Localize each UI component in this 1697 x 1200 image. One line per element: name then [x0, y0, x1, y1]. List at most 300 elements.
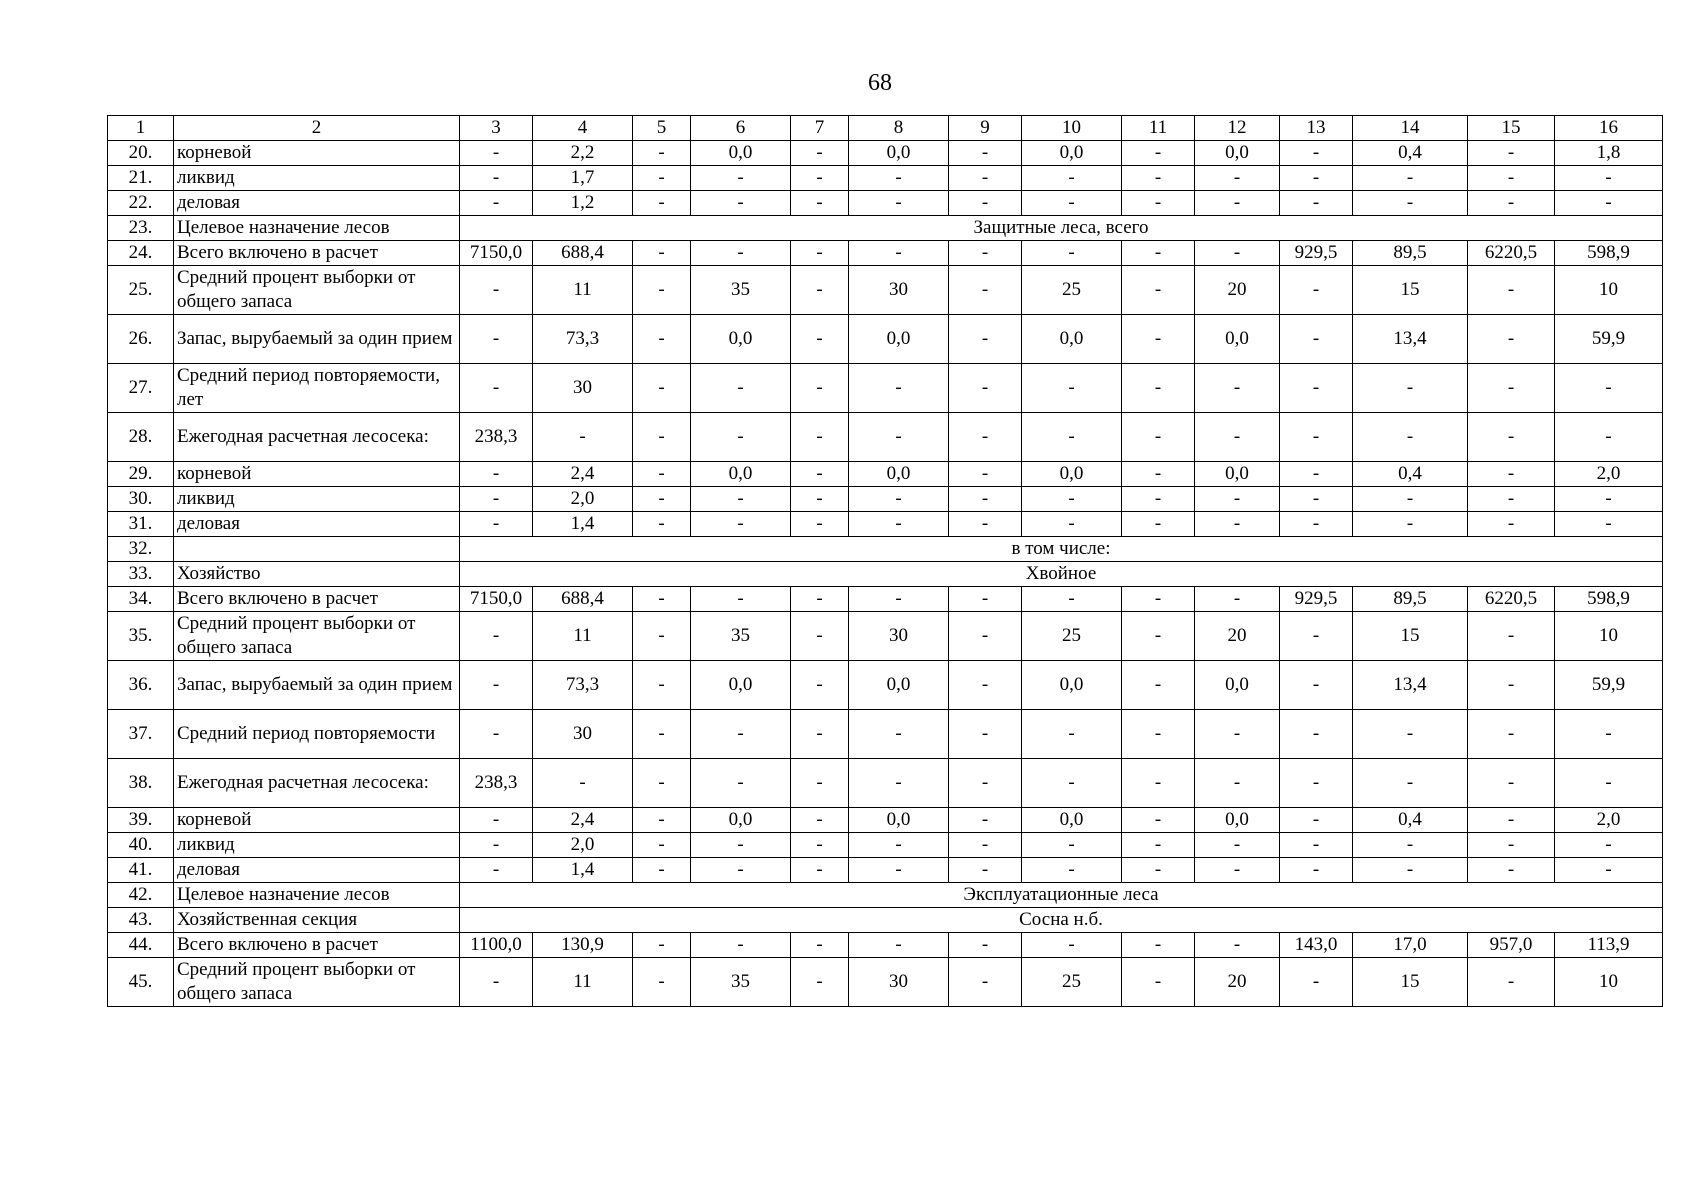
table-row	[108, 166, 1663, 191]
table-cell: -	[1195, 512, 1280, 537]
table-cell: 2,2	[533, 141, 633, 166]
table-cell: -	[1468, 166, 1555, 191]
table-cell: -	[1353, 512, 1468, 537]
table-cell: -	[633, 241, 691, 266]
table-row	[108, 612, 1663, 661]
table-cell: -	[460, 661, 533, 710]
header-cell: 2	[174, 116, 460, 141]
table-row	[108, 833, 1663, 858]
table-row	[108, 808, 1663, 833]
table-cell: -	[1468, 487, 1555, 512]
table-cell: 2,0	[1555, 808, 1663, 833]
table-cell: -	[1195, 166, 1280, 191]
row-number: 37.	[108, 710, 174, 759]
table-cell: -	[1122, 413, 1195, 462]
table-cell: -	[791, 512, 849, 537]
table-cell: -	[1468, 661, 1555, 710]
table-cell: 0,0	[1022, 661, 1122, 710]
table-cell: -	[1122, 958, 1195, 1007]
table-cell: -	[791, 710, 849, 759]
table-cell: -	[460, 191, 533, 216]
row-number: 24.	[108, 241, 174, 266]
table-cell: -	[791, 462, 849, 487]
table-cell: -	[849, 487, 949, 512]
row-label: Средний период повторяемости	[174, 710, 460, 759]
row-number: 44.	[108, 933, 174, 958]
header-cell: 11	[1122, 116, 1195, 141]
table-cell: -	[460, 612, 533, 661]
table-cell: -	[633, 141, 691, 166]
table-cell: 35	[691, 266, 791, 315]
table-cell: -	[691, 858, 791, 883]
table-cell: -	[1280, 710, 1353, 759]
table-row	[108, 364, 1663, 413]
table-cell: -	[849, 364, 949, 413]
row-label: ликвид	[174, 833, 460, 858]
row-number: 40.	[108, 833, 174, 858]
table-cell: -	[949, 933, 1022, 958]
row-number: 35.	[108, 612, 174, 661]
table-cell: 10	[1555, 612, 1663, 661]
header-cell: 4	[533, 116, 633, 141]
table-cell: -	[1122, 487, 1195, 512]
table-cell: 1,4	[533, 858, 633, 883]
table-cell: -	[1555, 833, 1663, 858]
table-cell: -	[1353, 833, 1468, 858]
row-number: 27.	[108, 364, 174, 413]
row-label: ликвид	[174, 487, 460, 512]
table-cell: -	[949, 364, 1022, 413]
table-cell: -	[1280, 191, 1353, 216]
table-cell: -	[1195, 413, 1280, 462]
table-cell: -	[1022, 241, 1122, 266]
table-cell: -	[1280, 612, 1353, 661]
table-cell: 0,4	[1353, 141, 1468, 166]
header-row	[108, 116, 1663, 141]
row-label: деловая	[174, 191, 460, 216]
table-cell: 7150,0	[460, 241, 533, 266]
row-label: корневой	[174, 141, 460, 166]
table-cell: -	[1353, 413, 1468, 462]
table-cell: 35	[691, 958, 791, 1007]
row-label: корневой	[174, 462, 460, 487]
row-number: 43.	[108, 908, 174, 933]
table-cell: 0,0	[691, 315, 791, 364]
table-cell: -	[633, 462, 691, 487]
table-cell: 2,4	[533, 808, 633, 833]
table-cell: -	[1022, 858, 1122, 883]
table-cell: -	[460, 512, 533, 537]
table-cell: -	[1195, 933, 1280, 958]
table-cell: -	[949, 487, 1022, 512]
table-row	[108, 141, 1663, 166]
table-cell: -	[849, 191, 949, 216]
table-cell: -	[633, 315, 691, 364]
table-cell: -	[791, 661, 849, 710]
table-cell: 73,3	[533, 315, 633, 364]
table-cell: 598,9	[1555, 241, 1663, 266]
table-cell: -	[1122, 661, 1195, 710]
table-cell: -	[949, 266, 1022, 315]
table-cell: -	[691, 759, 791, 808]
row-number: 21.	[108, 166, 174, 191]
table-cell: -	[460, 858, 533, 883]
table-cell: -	[849, 413, 949, 462]
table-cell: -	[460, 808, 533, 833]
table-cell: -	[1555, 191, 1663, 216]
row-label: корневой	[174, 808, 460, 833]
table-cell: -	[791, 191, 849, 216]
table-cell: -	[691, 241, 791, 266]
table-cell: -	[1195, 858, 1280, 883]
row-number: 42.	[108, 883, 174, 908]
table-cell: 0,0	[849, 141, 949, 166]
data-table	[107, 115, 1663, 1007]
table-cell: -	[691, 833, 791, 858]
row-label: Хозяйственная секция	[174, 908, 460, 933]
table-cell: 688,4	[533, 241, 633, 266]
table-cell: 30	[849, 612, 949, 661]
table-cell: -	[1122, 166, 1195, 191]
table-cell: -	[1122, 241, 1195, 266]
table-cell: -	[1280, 487, 1353, 512]
row-number: 36.	[108, 661, 174, 710]
table-cell: 0,0	[1195, 141, 1280, 166]
table-cell: -	[1280, 833, 1353, 858]
table-cell: 25	[1022, 266, 1122, 315]
table-cell: -	[849, 759, 949, 808]
table-cell: -	[1022, 833, 1122, 858]
table-cell: -	[1353, 858, 1468, 883]
row-number: 20.	[108, 141, 174, 166]
table-cell: 2,0	[533, 833, 633, 858]
header-cell: 9	[949, 116, 1022, 141]
table-row	[108, 933, 1663, 958]
row-label: деловая	[174, 512, 460, 537]
table-cell: 0,0	[1195, 462, 1280, 487]
header-cell: 16	[1555, 116, 1663, 141]
table-cell: -	[1468, 512, 1555, 537]
table-cell: 10	[1555, 266, 1663, 315]
row-label: ликвид	[174, 166, 460, 191]
table-row	[108, 487, 1663, 512]
table-cell: -	[1280, 759, 1353, 808]
page-number: 68	[868, 70, 892, 96]
table-cell: -	[1022, 710, 1122, 759]
table-cell: -	[1122, 710, 1195, 759]
table-cell: -	[791, 413, 849, 462]
table-row	[108, 537, 1663, 562]
table-cell: 73,3	[533, 661, 633, 710]
table-cell: -	[849, 710, 949, 759]
table-cell: -	[1555, 759, 1663, 808]
table-cell: 0,0	[1022, 315, 1122, 364]
table-cell: -	[1555, 413, 1663, 462]
table-cell: 688,4	[533, 587, 633, 612]
table-cell: 1100,0	[460, 933, 533, 958]
table-cell: 15	[1353, 612, 1468, 661]
table-cell: 143,0	[1280, 933, 1353, 958]
table-cell: 0,0	[1022, 808, 1122, 833]
table-cell: 1,4	[533, 512, 633, 537]
table-cell: -	[633, 413, 691, 462]
table-cell: 35	[691, 612, 791, 661]
table-cell: -	[1122, 612, 1195, 661]
table-row	[108, 661, 1663, 710]
table-cell: 30	[533, 364, 633, 413]
table-cell: -	[1280, 958, 1353, 1007]
row-label: Всего включено в расчет	[174, 587, 460, 612]
table-cell: -	[849, 858, 949, 883]
table-cell: -	[1280, 661, 1353, 710]
row-label: Целевое назначение лесов	[174, 216, 460, 241]
table-cell: 1,2	[533, 191, 633, 216]
header-cell: 13	[1280, 116, 1353, 141]
table-cell: 30	[533, 710, 633, 759]
table-cell: -	[1555, 858, 1663, 883]
table-cell: 0,0	[849, 808, 949, 833]
table-row	[108, 908, 1663, 933]
row-number: 25.	[108, 266, 174, 315]
row-label: Средний процент выборки от общего запаса	[174, 958, 460, 1007]
table-cell: -	[949, 858, 1022, 883]
table-row	[108, 562, 1663, 587]
table-cell: -	[1122, 933, 1195, 958]
table-cell: -	[949, 315, 1022, 364]
table-cell: -	[1122, 364, 1195, 413]
table-cell: -	[691, 512, 791, 537]
header-cell: 5	[633, 116, 691, 141]
row-label: Ежегодная расчетная лесосека:	[174, 759, 460, 808]
table-cell: -	[1468, 612, 1555, 661]
table-cell: 0,0	[691, 661, 791, 710]
table-cell: -	[460, 833, 533, 858]
header-cell: 1	[108, 116, 174, 141]
table-cell: -	[1468, 759, 1555, 808]
row-number: 26.	[108, 315, 174, 364]
table-cell: -	[460, 710, 533, 759]
table-cell: -	[1468, 958, 1555, 1007]
table-row	[108, 191, 1663, 216]
table-cell: 0,0	[1195, 315, 1280, 364]
row-label	[174, 537, 460, 562]
row-label: Запас, вырубаемый за один прием	[174, 315, 460, 364]
table-cell: 929,5	[1280, 241, 1353, 266]
table-cell: -	[691, 413, 791, 462]
table-cell: -	[1280, 141, 1353, 166]
table-cell: 0,4	[1353, 462, 1468, 487]
table-cell: 6220,5	[1468, 241, 1555, 266]
table-cell: -	[1555, 512, 1663, 537]
table-cell: -	[791, 933, 849, 958]
table-cell: 89,5	[1353, 587, 1468, 612]
table-cell: -	[1122, 266, 1195, 315]
table-cell: -	[691, 587, 791, 612]
table-cell: -	[460, 958, 533, 1007]
table-cell: -	[633, 759, 691, 808]
table-cell: 59,9	[1555, 661, 1663, 710]
table-cell: 0,0	[691, 141, 791, 166]
row-label: Всего включено в расчет	[174, 241, 460, 266]
table-cell: -	[949, 166, 1022, 191]
table-cell: 11	[533, 612, 633, 661]
section-heading: Сосна н.б.	[460, 908, 1663, 933]
row-number: 22.	[108, 191, 174, 216]
table-cell: -	[949, 141, 1022, 166]
table-row	[108, 462, 1663, 487]
table-cell: -	[1022, 191, 1122, 216]
table-cell: -	[949, 661, 1022, 710]
table-row	[108, 883, 1663, 908]
table-cell: -	[1353, 191, 1468, 216]
table-cell: -	[791, 166, 849, 191]
table-cell: -	[1122, 858, 1195, 883]
row-number: 41.	[108, 858, 174, 883]
table-cell: -	[1468, 808, 1555, 833]
table-cell: 15	[1353, 266, 1468, 315]
table-cell: -	[849, 166, 949, 191]
table-cell: 0,0	[849, 315, 949, 364]
table-cell: -	[791, 587, 849, 612]
table-row	[108, 958, 1663, 1007]
table-cell: -	[791, 808, 849, 833]
header-cell: 8	[849, 116, 949, 141]
header-cell: 15	[1468, 116, 1555, 141]
row-number: 32.	[108, 537, 174, 562]
table-cell: -	[949, 710, 1022, 759]
table-cell: 0,0	[1195, 808, 1280, 833]
table-cell: -	[1122, 587, 1195, 612]
table-cell: -	[1022, 413, 1122, 462]
table-cell: -	[533, 759, 633, 808]
table-cell: -	[949, 241, 1022, 266]
table-cell: -	[691, 933, 791, 958]
table-cell: -	[1280, 166, 1353, 191]
row-number: 33.	[108, 562, 174, 587]
table-cell: -	[1022, 487, 1122, 512]
table-cell: -	[949, 808, 1022, 833]
table-cell: -	[633, 587, 691, 612]
table-cell: 20	[1195, 612, 1280, 661]
header-cell: 14	[1353, 116, 1468, 141]
table-cell: -	[1555, 364, 1663, 413]
table-row	[108, 266, 1663, 315]
table-cell: -	[1022, 364, 1122, 413]
table-cell: -	[633, 612, 691, 661]
table-cell: -	[1122, 191, 1195, 216]
table-cell: -	[460, 315, 533, 364]
table-cell: -	[1555, 710, 1663, 759]
table-cell: 25	[1022, 612, 1122, 661]
table-cell: -	[633, 858, 691, 883]
table-cell: 11	[533, 958, 633, 1007]
table-cell: -	[1468, 858, 1555, 883]
table-cell: -	[633, 833, 691, 858]
table-cell: -	[1468, 710, 1555, 759]
table-cell: -	[1280, 315, 1353, 364]
table-cell: -	[1280, 858, 1353, 883]
table-cell: -	[1122, 315, 1195, 364]
table-cell: -	[1468, 266, 1555, 315]
table-cell: -	[1122, 462, 1195, 487]
table-cell: -	[1468, 191, 1555, 216]
table-cell: -	[460, 166, 533, 191]
table-cell: 598,9	[1555, 587, 1663, 612]
row-number: 29.	[108, 462, 174, 487]
table-row	[108, 759, 1663, 808]
row-number: 23.	[108, 216, 174, 241]
table-cell: -	[633, 933, 691, 958]
table-cell: 7150,0	[460, 587, 533, 612]
table-cell: -	[949, 759, 1022, 808]
table-cell: -	[1468, 364, 1555, 413]
table-cell: 17,0	[1353, 933, 1468, 958]
table-cell: -	[533, 413, 633, 462]
table-cell: -	[1195, 364, 1280, 413]
table-cell: -	[1353, 759, 1468, 808]
table-cell: 238,3	[460, 759, 533, 808]
table-cell: 10	[1555, 958, 1663, 1007]
table-cell: -	[791, 833, 849, 858]
table-cell: 89,5	[1353, 241, 1468, 266]
table-cell: 113,9	[1555, 933, 1663, 958]
table-cell: -	[1195, 191, 1280, 216]
row-number: 38.	[108, 759, 174, 808]
table-cell: -	[633, 808, 691, 833]
table-cell: -	[1353, 364, 1468, 413]
table-cell: -	[633, 266, 691, 315]
table-cell: 238,3	[460, 413, 533, 462]
table-cell: -	[1280, 364, 1353, 413]
row-number: 34.	[108, 587, 174, 612]
table-cell: -	[1468, 413, 1555, 462]
header-cell: 10	[1022, 116, 1122, 141]
header-cell: 7	[791, 116, 849, 141]
table-cell: -	[1122, 759, 1195, 808]
table-cell: 15	[1353, 958, 1468, 1007]
table-cell: 0,0	[1195, 661, 1280, 710]
table-cell: 2,4	[533, 462, 633, 487]
table-cell: 11	[533, 266, 633, 315]
table-cell: -	[1195, 759, 1280, 808]
table-cell: -	[949, 512, 1022, 537]
table-cell: -	[1353, 710, 1468, 759]
table-cell: 2,0	[533, 487, 633, 512]
section-heading: Защитные леса, всего	[460, 216, 1663, 241]
table-body	[108, 116, 1663, 1007]
table-cell: -	[1353, 166, 1468, 191]
table-cell: -	[949, 587, 1022, 612]
table-row	[108, 216, 1663, 241]
row-number: 30.	[108, 487, 174, 512]
row-label: Средний процент выборки от общего запаса	[174, 612, 460, 661]
table-cell: -	[1353, 487, 1468, 512]
table-cell: -	[949, 833, 1022, 858]
table-cell: 0,0	[1022, 141, 1122, 166]
header-cell: 6	[691, 116, 791, 141]
section-heading: Хвойное	[460, 562, 1663, 587]
row-number: 31.	[108, 512, 174, 537]
table-cell: -	[949, 191, 1022, 216]
table-cell: -	[849, 833, 949, 858]
table-cell: -	[949, 462, 1022, 487]
table-row	[108, 315, 1663, 364]
table-row	[108, 587, 1663, 612]
row-label: Хозяйство	[174, 562, 460, 587]
table-cell: -	[791, 759, 849, 808]
table-cell: -	[633, 710, 691, 759]
table-cell: -	[791, 858, 849, 883]
